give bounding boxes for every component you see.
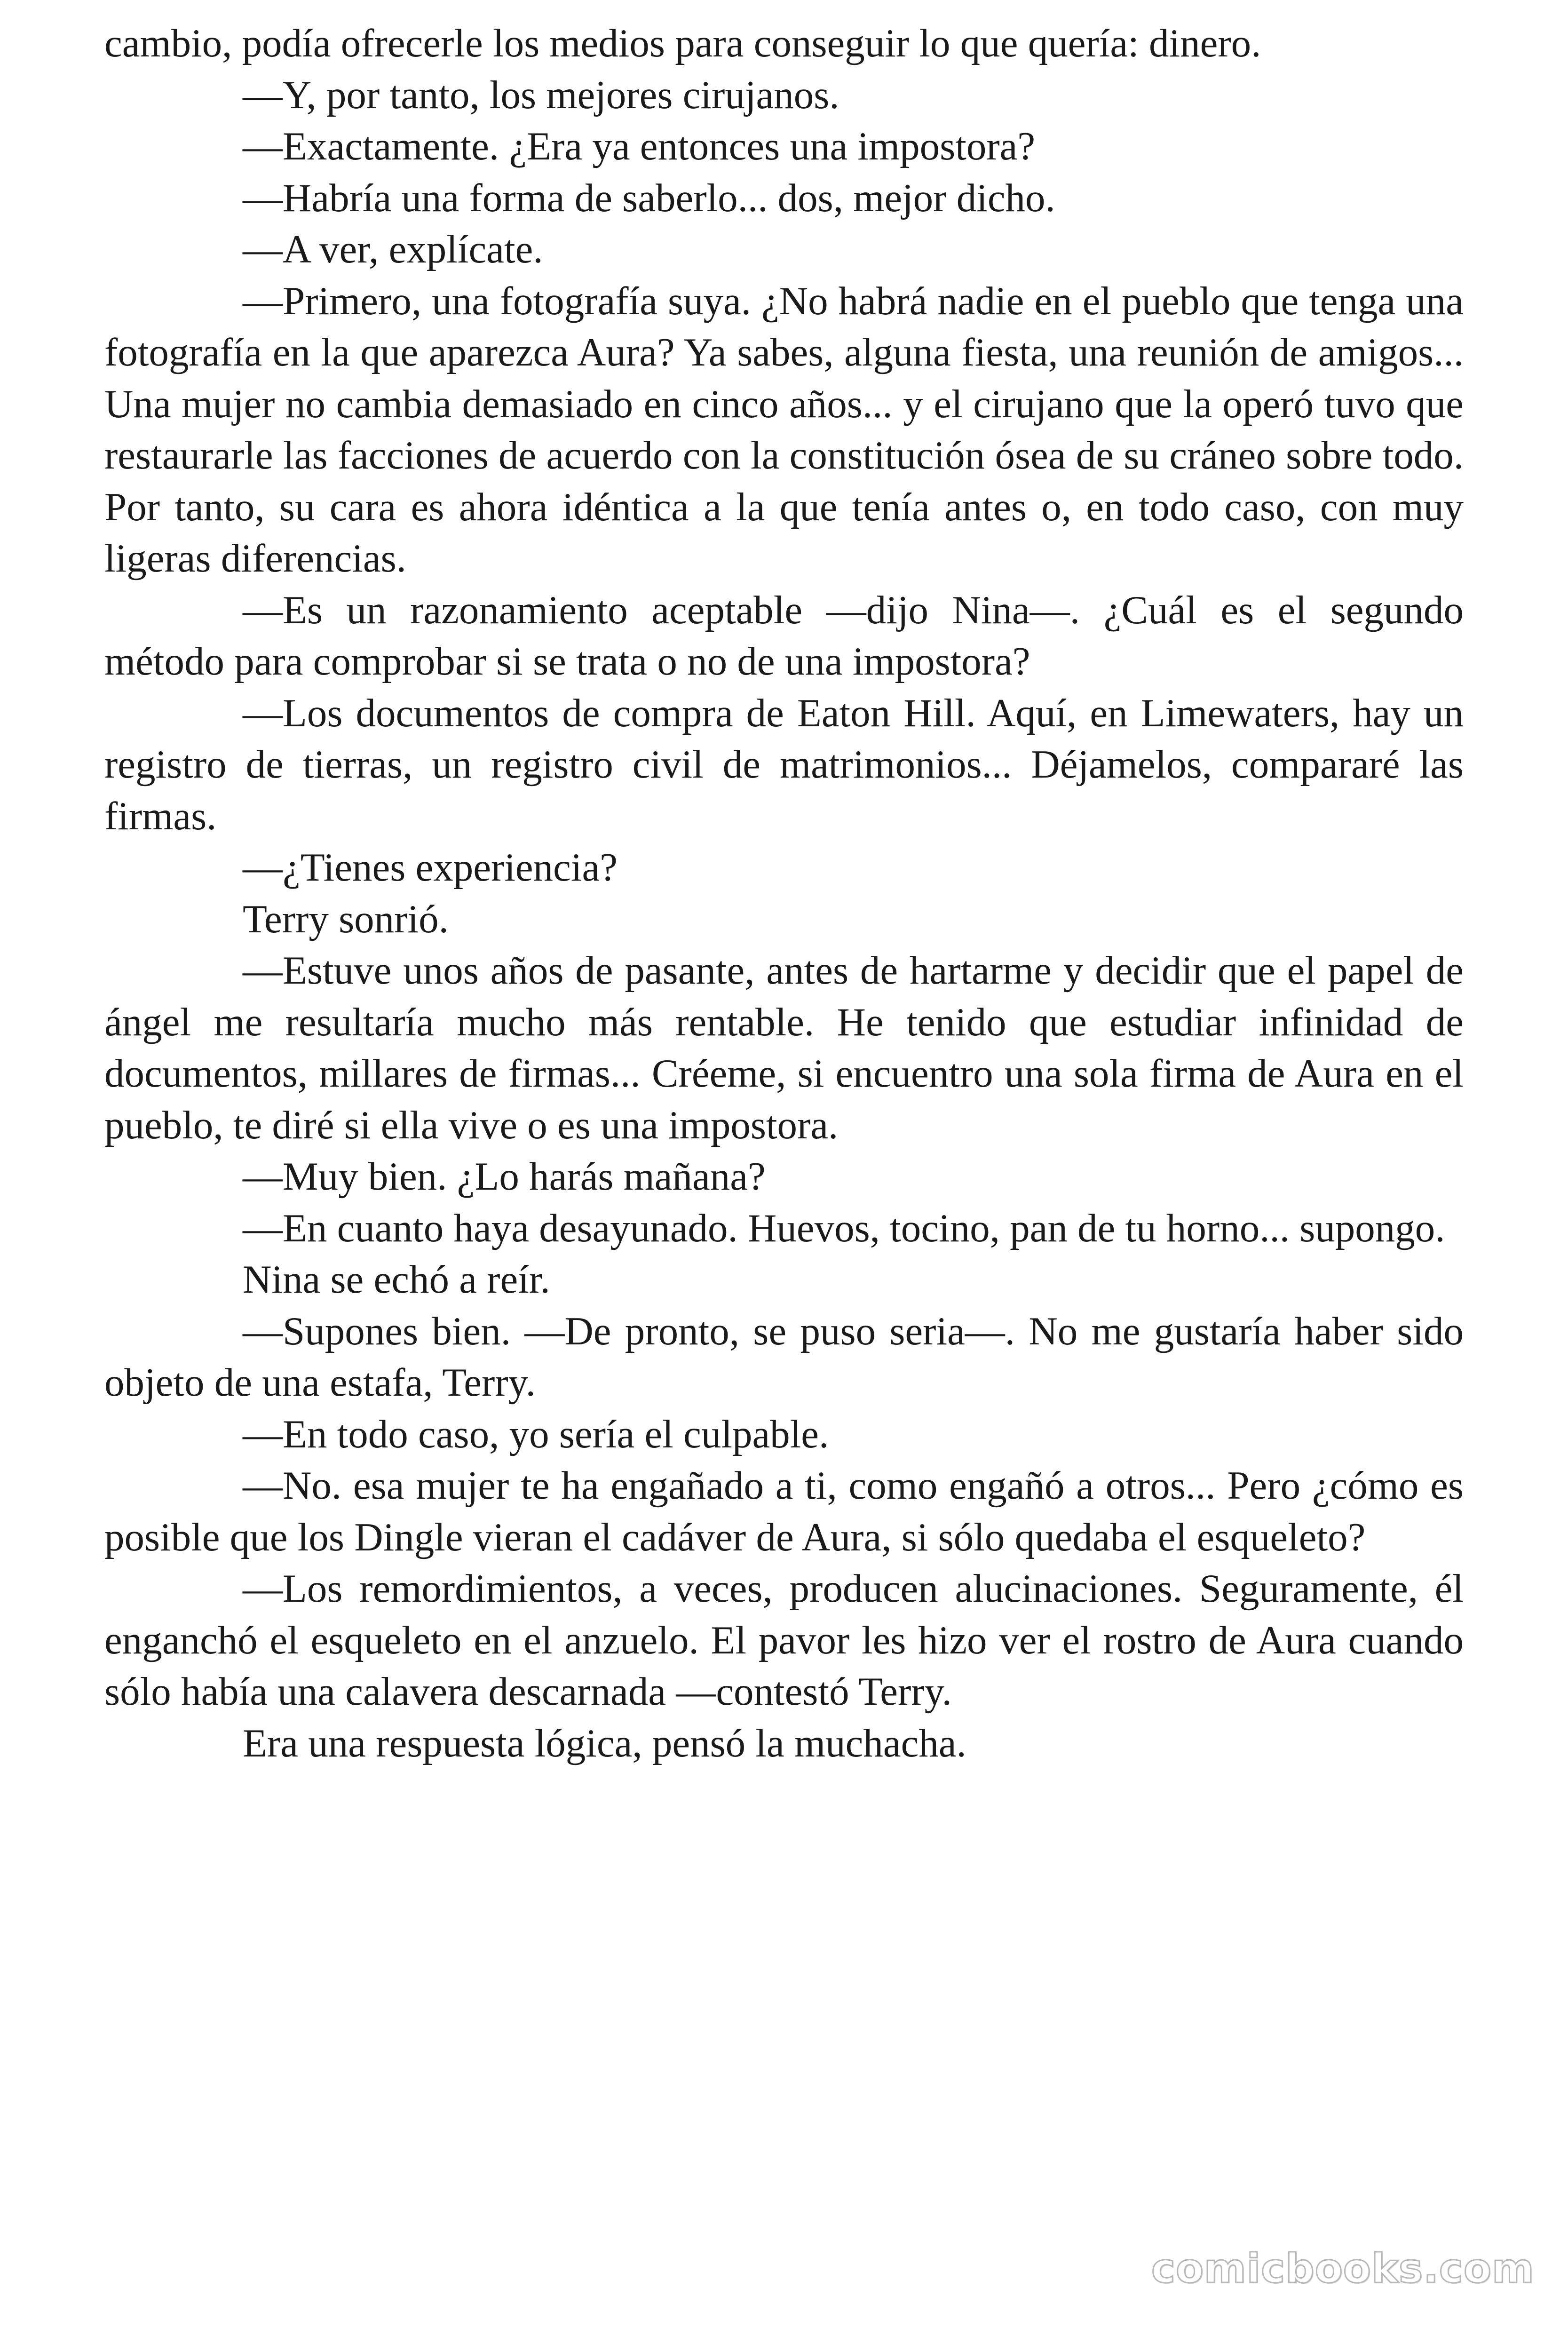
paragraph-continued: cambio, podía ofrecerle los medios para conseguir lo que quería: dinero. [104,21,1261,65]
paragraph: —Es un razonamiento aceptable —dijo Nina—. ¿Cuál es el segundo método para comprobar si se trata o no de una impostora? [104,588,1464,683]
page-body [104,18,1464,1769]
paragraph: —En cuanto haya desayunado. Huevos, tocino, pan de tu horno... supongo. [243,1206,1445,1250]
paragraph: —¿Tienes experiencia? [243,845,618,890]
paragraph: —Exactamente. ¿Era ya entonces una impostora? [243,124,1036,168]
paragraph: Nina se echó a reír. [243,1257,550,1302]
watermark-logo: comicbooks.com [1151,2245,1535,2292]
paragraph: —Habría una forma de saberlo... dos, mejor dicho. [243,175,1055,220]
paragraph: Terry sonrió. [243,897,449,941]
paragraph: —Los documentos de compra de Eaton Hill. Aquí, en Limewaters, hay un registro de tierras, un registro civil de matrimonios... Déjamelos, compararé las firmas. [104,691,1464,838]
paragraph: —En todo caso, yo sería el culpable. [243,1412,829,1456]
paragraph: —Y, por tanto, los mejores cirujanos. [243,72,839,117]
paragraph: —Supones bien. —De pronto, se puso seria—. No me gustaría haber sido objeto de una estafa, Terry. [104,1309,1464,1405]
paragraph: Era una respuesta lógica, pensó la muchacha. [243,1721,966,1765]
paragraph: —Primero, una fotografía suya. ¿No habrá nadie en el pueblo que tenga una fotografía en la que aparezca Aura? Ya sabes, alguna fiesta, una reunión de amigos... Una mujer no cambia demasiado en cinco años... y el cirujano que la operó tuvo que restaurarle las facciones de acuerdo con la constitución ósea de su cráneo sobre todo. Por tanto, su cara es ahora idéntica a la que tenía antes o, en todo caso, con muy ligeras diferencias. [104,278,1464,580]
paragraph: —Los remordimientos, a veces, producen alucinaciones. Seguramente, él enganchó el esqueleto en el anzuelo. El pavor les hizo ver el rostro de Aura cuando sólo había una calavera descarnada —contestó Terry. [104,1566,1464,1714]
paragraph: —A ver, explícate. [243,227,543,271]
paragraph: —Muy bien. ¿Lo harás mañana? [243,1154,766,1199]
paragraph: —Estuve unos años de pasante, antes de hartarme y decidir que el papel de ángel me resultaría mucho más rentable. He tenido que estudiar infinidad de documentos, millares de firmas... Créeme, si encuentro una sola firma de Aura en el pueblo, te diré si ella vive o es una impostora. [104,948,1464,1147]
paragraph: —No. esa mujer te ha engañado a ti, como engañó a otros... Pero ¿cómo es posible que los Dingle vieran el cadáver de Aura, si sólo quedaba el esqueleto? [104,1463,1464,1559]
